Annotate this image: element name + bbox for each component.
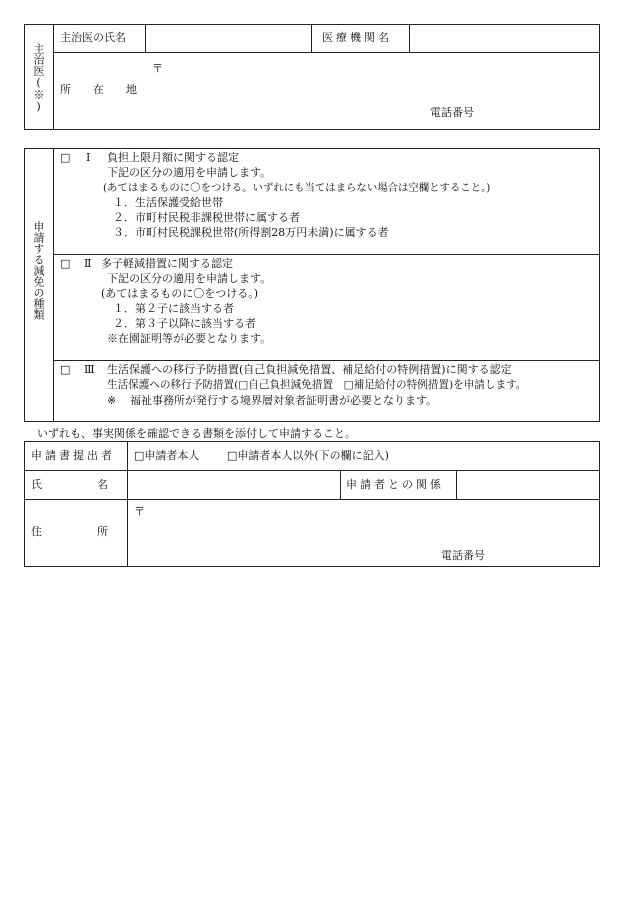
section3-note-mark: ※ bbox=[107, 394, 117, 407]
submitter-option-other[interactable]: □申請者本人以外(下の欄に記入) bbox=[227, 449, 389, 462]
section2-numeral: Ⅱ bbox=[84, 257, 92, 270]
section1-checkbox[interactable]: □ bbox=[60, 151, 71, 164]
section1-line1: 下記の区分の適用を申請します。 bbox=[107, 166, 272, 179]
institution-label: 医療機関名 bbox=[322, 31, 392, 44]
section1-numeral: Ⅰ bbox=[86, 151, 91, 164]
submitter-label: 申請書提出者 bbox=[31, 449, 115, 462]
relation-field[interactable] bbox=[462, 478, 594, 492]
institution-field[interactable] bbox=[414, 31, 594, 45]
section3-line1: 生活保護への移行予防措置(□自己負担減免措置 □補足給付の特例措置)を申請します。 bbox=[107, 379, 527, 391]
divider bbox=[24, 470, 600, 471]
doctor-address-label: 所 在 地 bbox=[60, 83, 137, 96]
applicant-postal-mark: 〒 bbox=[134, 505, 145, 518]
doctor-name-field[interactable] bbox=[150, 31, 305, 45]
section1-line2: (あてはまるものに〇をつける。いずれにも当てはまらない場合は空欄とすること。) bbox=[103, 182, 491, 194]
applicant-address-label: 住 所 bbox=[31, 525, 108, 538]
section2-item: ２．第３子以降に該当する者 bbox=[113, 317, 256, 330]
divider bbox=[409, 24, 410, 52]
submitter-option-self[interactable]: □申請者本人 bbox=[134, 449, 200, 462]
section3-title: 生活保護への移行予防措置(自己負担減免措置、補足給付の特例措置)に関する認定 bbox=[107, 363, 512, 376]
section3-note: 福祉事務所が発行する境界層対象者証明書が必要となります。 bbox=[130, 394, 438, 407]
section2-note: ※在園証明等が必要となります。 bbox=[107, 332, 272, 345]
attachment-note: いずれも、事実関係を確認できる書類を添付して申請すること。 bbox=[37, 427, 356, 440]
reduction-section-label: 申請する減免の種類 bbox=[32, 221, 45, 320]
doctor-name-label: 主治医の氏名 bbox=[60, 31, 126, 44]
divider bbox=[145, 24, 146, 52]
section1-item: ３．市町村民税課税世帯(所得割28万円未満)に属する者 bbox=[113, 226, 389, 239]
divider bbox=[53, 360, 600, 361]
section1-title: 負担上限月額に関する認定 bbox=[107, 151, 239, 164]
applicant-name-label: 氏 名 bbox=[31, 478, 108, 491]
divider bbox=[340, 470, 341, 499]
doctor-postal-mark: 〒 bbox=[152, 62, 163, 75]
divider bbox=[456, 470, 457, 499]
section2-item: １．第２子に該当する者 bbox=[113, 302, 234, 315]
section1-item: １．生活保護受給世帯 bbox=[113, 196, 223, 209]
applicant-phone-label: 電話番号 bbox=[441, 549, 485, 562]
applicant-name-field[interactable] bbox=[133, 478, 333, 492]
divider bbox=[311, 24, 312, 52]
divider bbox=[53, 254, 600, 255]
section2-line2: (あてはまるものに〇をつける。) bbox=[101, 287, 259, 300]
doctor-section-label: 主治医(※) bbox=[32, 43, 45, 113]
divider bbox=[127, 441, 128, 567]
divider bbox=[53, 24, 54, 130]
divider bbox=[24, 499, 600, 500]
divider bbox=[53, 52, 600, 53]
section2-line1: 下記の区分の適用を申請します。 bbox=[107, 272, 272, 285]
relation-label: 申請者との関係 bbox=[346, 478, 444, 491]
section2-title: 多子軽減措置に関する認定 bbox=[101, 257, 233, 270]
divider bbox=[53, 148, 54, 422]
section3-numeral: Ⅲ bbox=[84, 363, 95, 376]
doctor-phone-label: 電話番号 bbox=[430, 106, 474, 119]
section2-checkbox[interactable]: □ bbox=[60, 257, 71, 270]
section3-checkbox[interactable]: □ bbox=[60, 363, 71, 376]
section1-item: ２．市町村民税非課税世帯に属する者 bbox=[113, 211, 300, 224]
